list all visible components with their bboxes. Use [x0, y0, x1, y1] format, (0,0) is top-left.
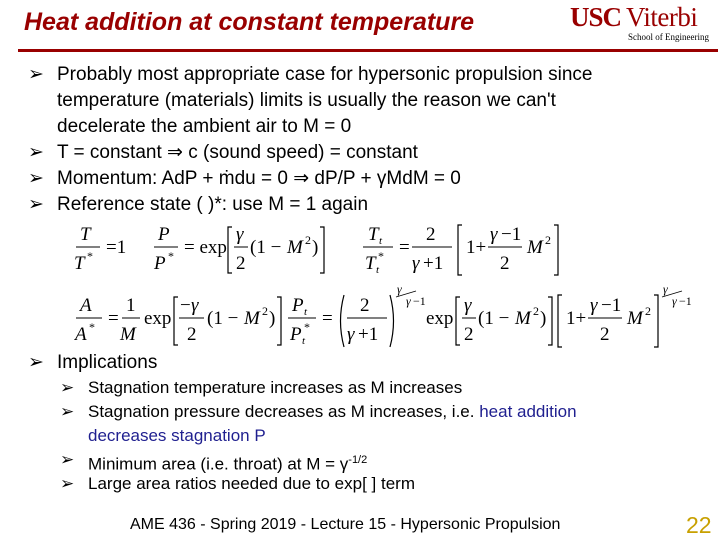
arrow-bullet-icon: ➢	[60, 474, 75, 493]
bullet-1-line-1: Probably most appropriate case for hypersonic propulsion since	[57, 64, 593, 85]
svg-text:2: 2	[545, 233, 551, 247]
svg-text:T: T	[80, 224, 91, 245]
svg-text:γ: γ	[663, 282, 668, 296]
bullet-2-text: T = constant ⇒ c (sound speed) = constant	[57, 142, 418, 163]
page-number: 22	[686, 512, 712, 538]
svg-text:−1: −1	[679, 294, 692, 308]
svg-text:T: T	[368, 224, 379, 245]
arrow-bullet-icon: ➢	[60, 450, 75, 469]
implication-4-text: Large area ratios needed due to exp[ ] term	[88, 474, 415, 493]
svg-text:exp: exp	[144, 308, 172, 329]
svg-text:2: 2	[187, 324, 197, 345]
svg-text:2: 2	[360, 295, 370, 316]
title-divider	[18, 49, 718, 52]
svg-text:t: t	[379, 235, 383, 247]
svg-text:*: *	[168, 249, 174, 263]
svg-text:P: P	[292, 295, 304, 316]
svg-text:2: 2	[645, 304, 651, 318]
svg-text:*: *	[304, 320, 310, 334]
arrow-bullet-icon: ➢	[28, 142, 44, 163]
svg-text:A: A	[75, 324, 87, 345]
svg-text:2: 2	[262, 304, 268, 318]
implications-heading: Implications	[57, 352, 158, 373]
svg-text:γ: γ	[464, 295, 472, 316]
svg-text:γ: γ	[347, 324, 355, 345]
svg-text:=: =	[399, 237, 410, 258]
svg-text:γ: γ	[412, 253, 420, 274]
implication-2-highlight: heat addition	[479, 402, 577, 421]
svg-text:exp: exp	[426, 308, 454, 329]
svg-text:γ: γ	[236, 224, 244, 245]
equations-block	[60, 215, 720, 350]
svg-text:M: M	[120, 324, 136, 345]
equation-p-ratio	[153, 224, 324, 274]
svg-text:= exp: = exp	[184, 237, 227, 258]
arrow-bullet-icon: ➢	[28, 194, 44, 215]
svg-text:1+: 1+	[466, 237, 487, 258]
svg-text:γ: γ	[490, 224, 498, 245]
svg-text:t: t	[302, 335, 306, 347]
svg-text:γ: γ	[590, 295, 598, 316]
svg-text:2: 2	[600, 324, 610, 345]
svg-text:+1: +1	[358, 324, 379, 345]
svg-text:t: t	[376, 264, 380, 276]
svg-text:γ: γ	[672, 294, 677, 308]
svg-text:M: M	[515, 308, 531, 329]
svg-text:γ: γ	[191, 295, 199, 316]
logo-school: School of Engineering	[628, 32, 709, 42]
svg-text:2: 2	[236, 253, 246, 274]
arrow-bullet-icon: ➢	[28, 64, 44, 85]
svg-text:2: 2	[464, 324, 474, 345]
bullet-1-line-2: temperature (materials) limits is usually the reason we can't	[57, 90, 556, 111]
svg-text:*: *	[378, 249, 384, 263]
logo-usc: USC	[570, 2, 622, 32]
arrow-bullet-icon: ➢	[60, 402, 75, 421]
svg-text:2: 2	[500, 253, 510, 274]
usc-viterbi-logo	[570, 2, 710, 46]
svg-text:): )	[312, 237, 319, 258]
equation-tt-ratio	[363, 224, 558, 276]
svg-text:−1: −1	[601, 295, 622, 316]
svg-text:1: 1	[126, 295, 136, 316]
svg-text:M: M	[527, 237, 543, 258]
svg-text:): )	[540, 308, 547, 329]
slide-title: Heat addition at constant temperature	[24, 8, 475, 36]
bullet-3-text: Momentum: AdP + ṁdu = 0 ⇒ dP/P + γMdM = 0	[57, 168, 461, 189]
svg-text:+1: +1	[423, 253, 444, 274]
equation-t-ratio	[74, 224, 126, 274]
logo-viterbi: Viterbi	[626, 2, 698, 32]
svg-text:γ: γ	[406, 294, 411, 308]
svg-text:): )	[269, 308, 276, 329]
svg-text:M: M	[287, 237, 303, 258]
bullet-1-line-3: decelerate the ambient air to M = 0	[57, 116, 352, 137]
arrow-bullet-icon: ➢	[28, 168, 44, 189]
bullet-4-text: Reference state ( )*: use M = 1 again	[57, 194, 369, 215]
arrow-bullet-icon: ➢	[60, 378, 75, 397]
svg-text:1+: 1+	[566, 308, 587, 329]
svg-text:*: *	[87, 249, 93, 263]
svg-text:=: =	[108, 308, 119, 329]
svg-text:−1: −1	[413, 294, 426, 308]
svg-text:(1 −: (1 −	[250, 237, 282, 258]
svg-text:=1: =1	[106, 237, 127, 258]
implication-2-text-a: Stagnation pressure decreases as M increases, i.e.	[88, 402, 480, 421]
footer-text: AME 436 - Spring 2019 - Lecture 15 - Hypersonic Propulsion	[130, 516, 561, 533]
equation-pt-ratio	[288, 282, 692, 347]
svg-text:−1: −1	[501, 224, 522, 245]
svg-text:P: P	[290, 324, 302, 345]
svg-text:t: t	[304, 306, 308, 318]
svg-text:T: T	[74, 253, 85, 274]
implication-1-text: Stagnation temperature increases as M increases	[88, 378, 463, 397]
implication-3-text: Minimum area (i.e. throat) at M = γ	[88, 454, 349, 474]
implication-2-text-c: decreases stagnation P	[88, 426, 266, 445]
svg-text:2: 2	[305, 233, 311, 247]
implication-3-sup: -1/2	[348, 454, 368, 466]
svg-text:P: P	[158, 224, 170, 245]
svg-text:2: 2	[533, 304, 539, 318]
svg-text:2: 2	[426, 224, 436, 245]
svg-text:M: M	[244, 308, 260, 329]
svg-text:*: *	[89, 320, 95, 334]
svg-text:=: =	[322, 308, 333, 329]
svg-text:T: T	[365, 253, 376, 274]
arrow-bullet-icon: ➢	[28, 352, 44, 373]
svg-text:M: M	[627, 308, 643, 329]
svg-text:P: P	[154, 253, 166, 274]
svg-text:A: A	[80, 295, 92, 316]
svg-text:−: −	[180, 295, 191, 316]
equation-a-ratio	[73, 295, 281, 345]
svg-text:(1 −: (1 −	[478, 308, 510, 329]
svg-text:γ: γ	[397, 282, 402, 296]
svg-text:(1 −: (1 −	[207, 308, 239, 329]
